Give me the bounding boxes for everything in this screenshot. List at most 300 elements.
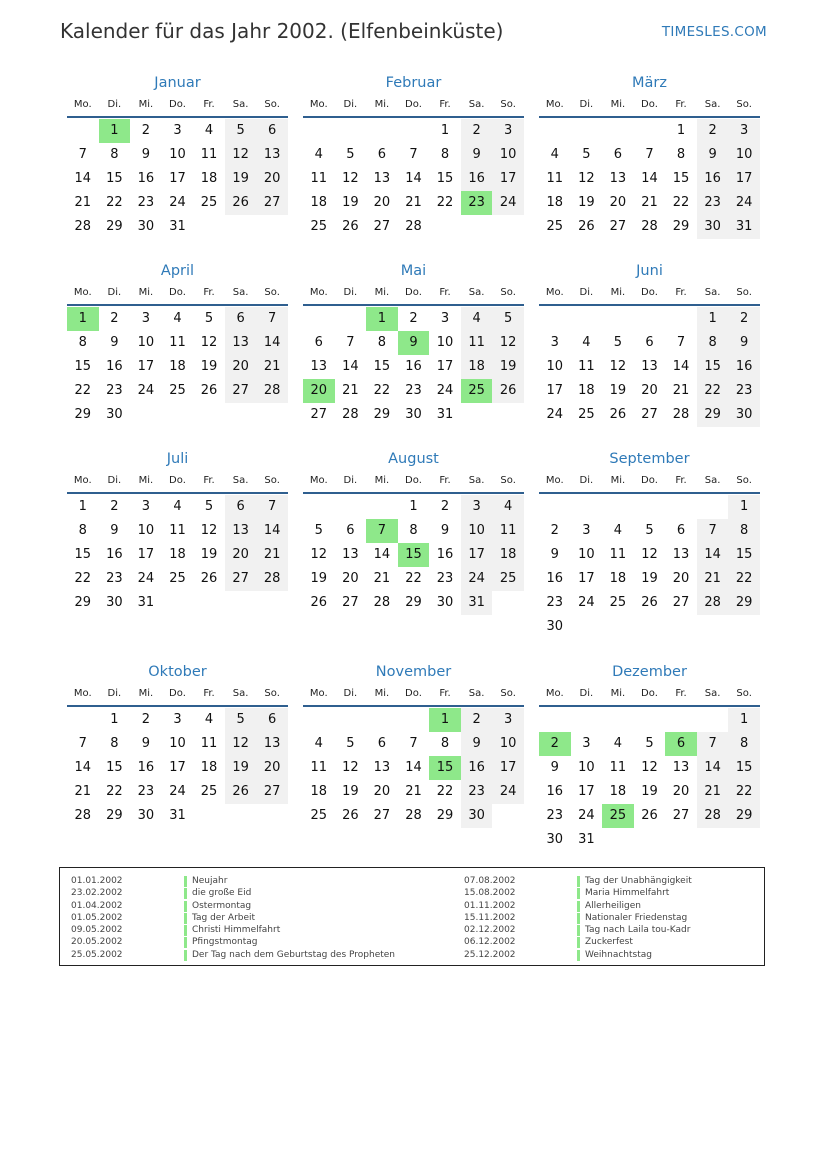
day-cell[interactable]: 9 [461,143,493,167]
day-cell[interactable]: 6 [314,335,323,350]
day-cell[interactable]: 28 [256,567,288,591]
day-cell[interactable]: 29 [405,595,422,610]
day-cell[interactable]: 24 [169,195,186,210]
day-cell[interactable]: 16 [546,784,564,799]
day-cell[interactable]: 31 [728,215,760,239]
day-cell[interactable]: 4 [173,311,182,326]
day-cell[interactable]: 13 [256,732,288,756]
day-cell[interactable]: 23 [546,595,564,610]
day-cell[interactable]: 22 [728,780,760,804]
day-cell[interactable]: 7 [645,147,654,162]
day-cell[interactable]: 28 [74,219,92,234]
day-cell[interactable]: 6 [676,523,686,538]
day-cell[interactable]: 6 [225,495,257,519]
day-cell[interactable]: 9 [398,331,430,355]
day-cell[interactable]: 6 [377,736,387,751]
day-cell[interactable]: 9 [440,523,450,538]
day-cell[interactable]: 11 [200,736,218,751]
day-cell[interactable]: 30 [137,219,155,234]
day-cell[interactable]: 5 [492,307,524,331]
day-cell[interactable]: 10 [578,547,595,562]
day-cell[interactable]: 23 [697,191,729,215]
day-cell[interactable]: 23 [461,780,493,804]
day-cell[interactable]: 8 [409,523,418,538]
day-cell[interactable]: 12 [342,760,359,775]
day-cell[interactable]: 29 [373,407,391,422]
day-cell[interactable]: 8 [697,331,729,355]
day-cell[interactable]: 1 [409,499,418,514]
day-cell[interactable]: 30 [728,403,760,427]
day-cell[interactable]: 14 [342,359,359,374]
day-cell[interactable]: 25 [310,808,328,823]
day-cell[interactable]: 7 [409,736,418,751]
day-cell[interactable]: 25 [310,219,328,234]
day-cell[interactable]: 5 [346,736,355,751]
day-cell[interactable]: 21 [641,195,658,210]
day-cell[interactable]: 13 [256,143,288,167]
day-cell[interactable]: 27 [373,219,391,234]
day-cell[interactable]: 3 [141,311,151,326]
day-cell[interactable]: 17 [436,359,454,374]
day-cell[interactable]: 9 [141,147,151,162]
day-cell[interactable]: 12 [641,760,658,775]
day-cell[interactable]: 9 [728,331,760,355]
day-cell[interactable]: 10 [461,519,493,543]
day-cell[interactable]: 21 [256,543,288,567]
day-cell[interactable]: 9 [110,523,119,538]
day-cell[interactable]: 17 [492,167,524,191]
day-cell[interactable]: 27 [609,219,627,234]
day-cell[interactable]: 2 [440,499,450,514]
day-cell[interactable]: 15 [728,756,760,780]
day-cell[interactable]: 13 [672,547,690,562]
day-cell[interactable]: 19 [200,547,218,562]
day-cell[interactable]: 16 [546,571,564,586]
day-cell[interactable]: 21 [697,567,729,591]
day-cell[interactable]: 25 [169,571,186,586]
day-cell[interactable]: 17 [137,359,155,374]
day-cell[interactable]: 31 [137,595,155,610]
day-cell[interactable]: 29 [697,403,729,427]
day-cell[interactable]: 3 [173,123,182,138]
day-cell[interactable]: 21 [74,195,92,210]
day-cell[interactable]: 25 [546,219,564,234]
day-cell[interactable]: 28 [641,219,658,234]
day-cell[interactable]: 5 [645,736,654,751]
day-cell[interactable]: 25 [492,567,524,591]
day-cell[interactable]: 20 [373,784,391,799]
day-cell[interactable]: 2 [461,708,493,732]
day-cell[interactable]: 26 [609,407,627,422]
day-cell[interactable]: 29 [74,595,92,610]
day-cell[interactable]: 15 [398,543,430,567]
day-cell[interactable]: 22 [672,195,690,210]
day-cell[interactable]: 4 [613,736,623,751]
day-cell[interactable]: 20 [609,195,627,210]
day-cell[interactable]: 18 [200,171,218,186]
day-cell[interactable]: 30 [461,804,493,828]
day-cell[interactable]: 10 [546,359,564,374]
day-cell[interactable]: 16 [697,167,729,191]
day-cell[interactable]: 6 [256,119,288,143]
day-cell[interactable]: 14 [697,756,729,780]
day-cell[interactable]: 27 [256,780,288,804]
day-cell[interactable]: 22 [74,571,92,586]
day-cell[interactable]: 12 [225,143,257,167]
day-cell[interactable]: 21 [405,784,422,799]
day-cell[interactable]: 30 [697,215,729,239]
day-cell[interactable]: 24 [546,407,564,422]
day-cell[interactable]: 23 [106,383,123,398]
day-cell[interactable]: 27 [672,595,690,610]
day-cell[interactable]: 14 [672,359,690,374]
day-cell[interactable]: 20 [672,784,690,799]
day-cell[interactable]: 28 [405,219,422,234]
day-cell[interactable]: 1 [429,708,461,732]
day-cell[interactable]: 3 [728,119,760,143]
day-cell[interactable]: 10 [492,732,524,756]
day-cell[interactable]: 17 [169,171,186,186]
day-cell[interactable]: 15 [728,543,760,567]
day-cell[interactable]: 16 [106,359,123,374]
day-cell[interactable]: 19 [342,195,359,210]
day-cell[interactable]: 27 [641,407,658,422]
day-cell[interactable]: 3 [492,708,524,732]
day-cell[interactable]: 12 [200,335,218,350]
day-cell[interactable]: 2 [728,307,760,331]
day-cell[interactable]: 29 [106,219,123,234]
day-cell[interactable]: 26 [200,571,218,586]
day-cell[interactable]: 20 [342,571,359,586]
day-cell[interactable]: 30 [436,595,454,610]
day-cell[interactable]: 15 [106,760,123,775]
day-cell[interactable]: 3 [550,335,559,350]
day-cell[interactable]: 9 [141,736,151,751]
day-cell[interactable]: 10 [137,335,155,350]
day-cell[interactable]: 4 [173,499,182,514]
day-cell[interactable]: 5 [204,311,214,326]
day-cell[interactable]: 16 [728,355,760,379]
day-cell[interactable]: 5 [225,708,257,732]
day-cell[interactable]: 24 [578,808,595,823]
day-cell[interactable]: 30 [546,832,564,847]
day-cell[interactable]: 7 [78,736,87,751]
day-cell[interactable]: 13 [672,760,690,775]
day-cell[interactable]: 8 [676,147,686,162]
day-cell[interactable]: 22 [405,571,422,586]
day-cell[interactable]: 13 [342,547,359,562]
day-cell[interactable]: 12 [578,171,595,186]
day-cell[interactable]: 5 [225,119,257,143]
day-cell[interactable]: 9 [550,760,559,775]
day-cell[interactable]: 3 [582,736,591,751]
day-cell[interactable]: 12 [342,171,359,186]
day-cell[interactable]: 26 [310,595,328,610]
day-cell[interactable]: 11 [609,760,627,775]
day-cell[interactable]: 15 [429,756,461,780]
day-cell[interactable]: 17 [578,571,595,586]
day-cell[interactable]: 18 [169,359,186,374]
day-cell[interactable]: 20 [256,756,288,780]
brand-link[interactable]: TIMESLES.COM [661,24,767,40]
day-cell[interactable]: 28 [405,808,422,823]
day-cell[interactable]: 12 [310,547,328,562]
day-cell[interactable]: 27 [310,407,328,422]
day-cell[interactable]: 11 [546,171,564,186]
day-cell[interactable]: 17 [728,167,760,191]
day-cell[interactable]: 5 [582,147,591,162]
day-cell[interactable]: 4 [314,147,323,162]
day-cell[interactable]: 8 [728,519,760,543]
day-cell[interactable]: 6 [377,147,387,162]
day-cell[interactable]: 23 [405,383,422,398]
day-cell[interactable]: 1 [78,499,87,514]
day-cell[interactable]: 24 [137,571,155,586]
day-cell[interactable]: 31 [461,591,493,615]
day-cell[interactable]: 11 [492,519,524,543]
day-cell[interactable]: 12 [641,547,658,562]
day-cell[interactable]: 10 [169,147,186,162]
day-cell[interactable]: 21 [697,780,729,804]
day-cell[interactable]: 29 [74,407,92,422]
day-cell[interactable]: 2 [461,119,493,143]
day-cell[interactable]: 16 [137,171,155,186]
day-cell[interactable]: 8 [78,523,87,538]
day-cell[interactable]: 19 [641,571,658,586]
day-cell[interactable]: 21 [373,571,391,586]
day-cell[interactable]: 26 [342,808,359,823]
day-cell[interactable]: 5 [346,147,355,162]
day-cell[interactable]: 1 [366,307,398,331]
day-cell[interactable]: 13 [225,331,257,355]
day-cell[interactable]: 29 [672,219,690,234]
day-cell[interactable]: 8 [110,147,119,162]
day-cell[interactable]: 28 [342,407,359,422]
day-cell[interactable]: 27 [672,808,690,823]
day-cell[interactable]: 6 [613,147,623,162]
day-cell[interactable]: 26 [641,595,658,610]
day-cell[interactable]: 24 [492,191,524,215]
day-cell[interactable]: 19 [609,383,627,398]
day-cell[interactable]: 22 [106,195,123,210]
day-cell[interactable]: 13 [373,760,391,775]
day-cell[interactable]: 15 [74,547,92,562]
day-cell[interactable]: 4 [314,736,323,751]
day-cell[interactable]: 15 [74,359,92,374]
day-cell[interactable]: 20 [303,379,335,403]
day-cell[interactable]: 30 [106,407,123,422]
day-cell[interactable]: 14 [697,543,729,567]
day-cell[interactable]: 18 [546,195,564,210]
day-cell[interactable]: 11 [200,147,218,162]
day-cell[interactable]: 14 [405,171,422,186]
day-cell[interactable]: 11 [609,547,627,562]
day-cell[interactable]: 15 [436,171,454,186]
day-cell[interactable]: 4 [550,147,559,162]
day-cell[interactable]: 19 [310,571,328,586]
day-cell[interactable]: 9 [110,335,119,350]
day-cell[interactable]: 17 [546,383,564,398]
day-cell[interactable]: 13 [225,519,257,543]
day-cell[interactable]: 4 [492,495,524,519]
day-cell[interactable]: 11 [578,359,595,374]
day-cell[interactable]: 28 [74,808,92,823]
day-cell[interactable]: 23 [137,195,155,210]
day-cell[interactable]: 14 [641,171,658,186]
day-cell[interactable]: 25 [461,379,493,403]
day-cell[interactable]: 2 [409,311,418,326]
day-cell[interactable]: 8 [110,736,119,751]
day-cell[interactable]: 11 [310,171,328,186]
day-cell[interactable]: 2 [110,499,119,514]
day-cell[interactable]: 28 [256,379,288,403]
day-cell[interactable]: 21 [342,383,359,398]
day-cell[interactable]: 7 [256,495,288,519]
day-cell[interactable]: 18 [200,760,218,775]
day-cell[interactable]: 26 [578,219,595,234]
day-cell[interactable]: 1 [676,123,686,138]
day-cell[interactable]: 25 [609,595,627,610]
day-cell[interactable]: 7 [366,519,398,543]
day-cell[interactable]: 1 [110,712,119,727]
day-cell[interactable]: 30 [546,619,564,634]
day-cell[interactable]: 5 [314,523,323,538]
day-cell[interactable]: 5 [613,335,623,350]
day-cell[interactable]: 24 [492,780,524,804]
day-cell[interactable]: 28 [373,595,391,610]
day-cell[interactable]: 18 [310,784,328,799]
day-cell[interactable]: 27 [225,379,257,403]
day-cell[interactable]: 11 [310,760,328,775]
day-cell[interactable]: 31 [436,407,454,422]
day-cell[interactable]: 10 [436,335,454,350]
day-cell[interactable]: 2 [141,123,151,138]
day-cell[interactable]: 22 [697,379,729,403]
day-cell[interactable]: 19 [200,359,218,374]
day-cell[interactable]: 10 [137,523,155,538]
day-cell[interactable]: 9 [461,732,493,756]
day-cell[interactable]: 17 [137,547,155,562]
day-cell[interactable]: 22 [436,784,454,799]
day-cell[interactable]: 13 [310,359,328,374]
day-cell[interactable]: 26 [200,383,218,398]
day-cell[interactable]: 6 [645,335,654,350]
day-cell[interactable]: 13 [609,171,627,186]
day-cell[interactable]: 19 [225,756,257,780]
day-cell[interactable]: 19 [578,195,595,210]
day-cell[interactable]: 21 [74,784,92,799]
day-cell[interactable]: 14 [74,171,92,186]
day-cell[interactable]: 26 [225,191,257,215]
day-cell[interactable]: 28 [697,591,729,615]
day-cell[interactable]: 7 [346,335,355,350]
day-cell[interactable]: 31 [578,832,595,847]
day-cell[interactable]: 20 [641,383,658,398]
day-cell[interactable]: 18 [609,784,627,799]
day-cell[interactable]: 24 [436,383,454,398]
day-cell[interactable]: 24 [578,595,595,610]
day-cell[interactable]: 16 [405,359,422,374]
day-cell[interactable]: 2 [539,732,571,756]
day-cell[interactable]: 22 [728,567,760,591]
day-cell[interactable]: 16 [461,167,493,191]
day-cell[interactable]: 23 [728,379,760,403]
day-cell[interactable]: 12 [609,359,627,374]
day-cell[interactable]: 1 [697,307,729,331]
day-cell[interactable]: 18 [492,543,524,567]
day-cell[interactable]: 18 [609,571,627,586]
day-cell[interactable]: 7 [256,307,288,331]
day-cell[interactable]: 2 [697,119,729,143]
day-cell[interactable]: 18 [310,195,328,210]
day-cell[interactable]: 16 [106,547,123,562]
day-cell[interactable]: 27 [256,191,288,215]
day-cell[interactable]: 10 [169,736,186,751]
day-cell[interactable]: 1 [728,708,760,732]
day-cell[interactable]: 11 [169,335,186,350]
day-cell[interactable]: 1 [99,119,131,143]
day-cell[interactable]: 9 [697,143,729,167]
day-cell[interactable]: 17 [578,784,595,799]
day-cell[interactable]: 2 [550,523,559,538]
day-cell[interactable]: 7 [697,519,729,543]
day-cell[interactable]: 18 [169,547,186,562]
day-cell[interactable]: 7 [409,147,418,162]
day-cell[interactable]: 31 [169,219,186,234]
day-cell[interactable]: 23 [461,191,493,215]
day-cell[interactable]: 16 [436,547,454,562]
day-cell[interactable]: 2 [110,311,119,326]
day-cell[interactable]: 22 [106,784,123,799]
day-cell[interactable]: 19 [641,784,658,799]
day-cell[interactable]: 14 [256,519,288,543]
day-cell[interactable]: 19 [225,167,257,191]
day-cell[interactable]: 21 [405,195,422,210]
day-cell[interactable]: 26 [492,379,524,403]
day-cell[interactable]: 10 [492,143,524,167]
day-cell[interactable]: 8 [78,335,87,350]
day-cell[interactable]: 23 [106,571,123,586]
day-cell[interactable]: 4 [461,307,493,331]
day-cell[interactable]: 25 [578,407,595,422]
day-cell[interactable]: 6 [665,732,697,756]
day-cell[interactable]: 15 [672,171,690,186]
day-cell[interactable]: 20 [373,195,391,210]
day-cell[interactable]: 4 [613,523,623,538]
day-cell[interactable]: 27 [225,567,257,591]
day-cell[interactable]: 5 [204,499,214,514]
day-cell[interactable]: 22 [74,383,92,398]
day-cell[interactable]: 21 [256,355,288,379]
day-cell[interactable]: 22 [373,383,391,398]
day-cell[interactable]: 8 [440,147,450,162]
day-cell[interactable]: 7 [676,335,686,350]
day-cell[interactable]: 24 [169,784,186,799]
day-cell[interactable]: 15 [373,359,391,374]
day-cell[interactable]: 23 [436,571,454,586]
day-cell[interactable]: 3 [440,311,450,326]
day-cell[interactable]: 18 [461,355,493,379]
day-cell[interactable]: 3 [173,712,182,727]
day-cell[interactable]: 18 [578,383,595,398]
day-cell[interactable]: 3 [141,499,151,514]
day-cell[interactable]: 7 [78,147,87,162]
day-cell[interactable]: 29 [728,591,760,615]
day-cell[interactable]: 17 [492,756,524,780]
day-cell[interactable]: 11 [461,331,493,355]
day-cell[interactable]: 29 [728,804,760,828]
day-cell[interactable]: 20 [672,571,690,586]
